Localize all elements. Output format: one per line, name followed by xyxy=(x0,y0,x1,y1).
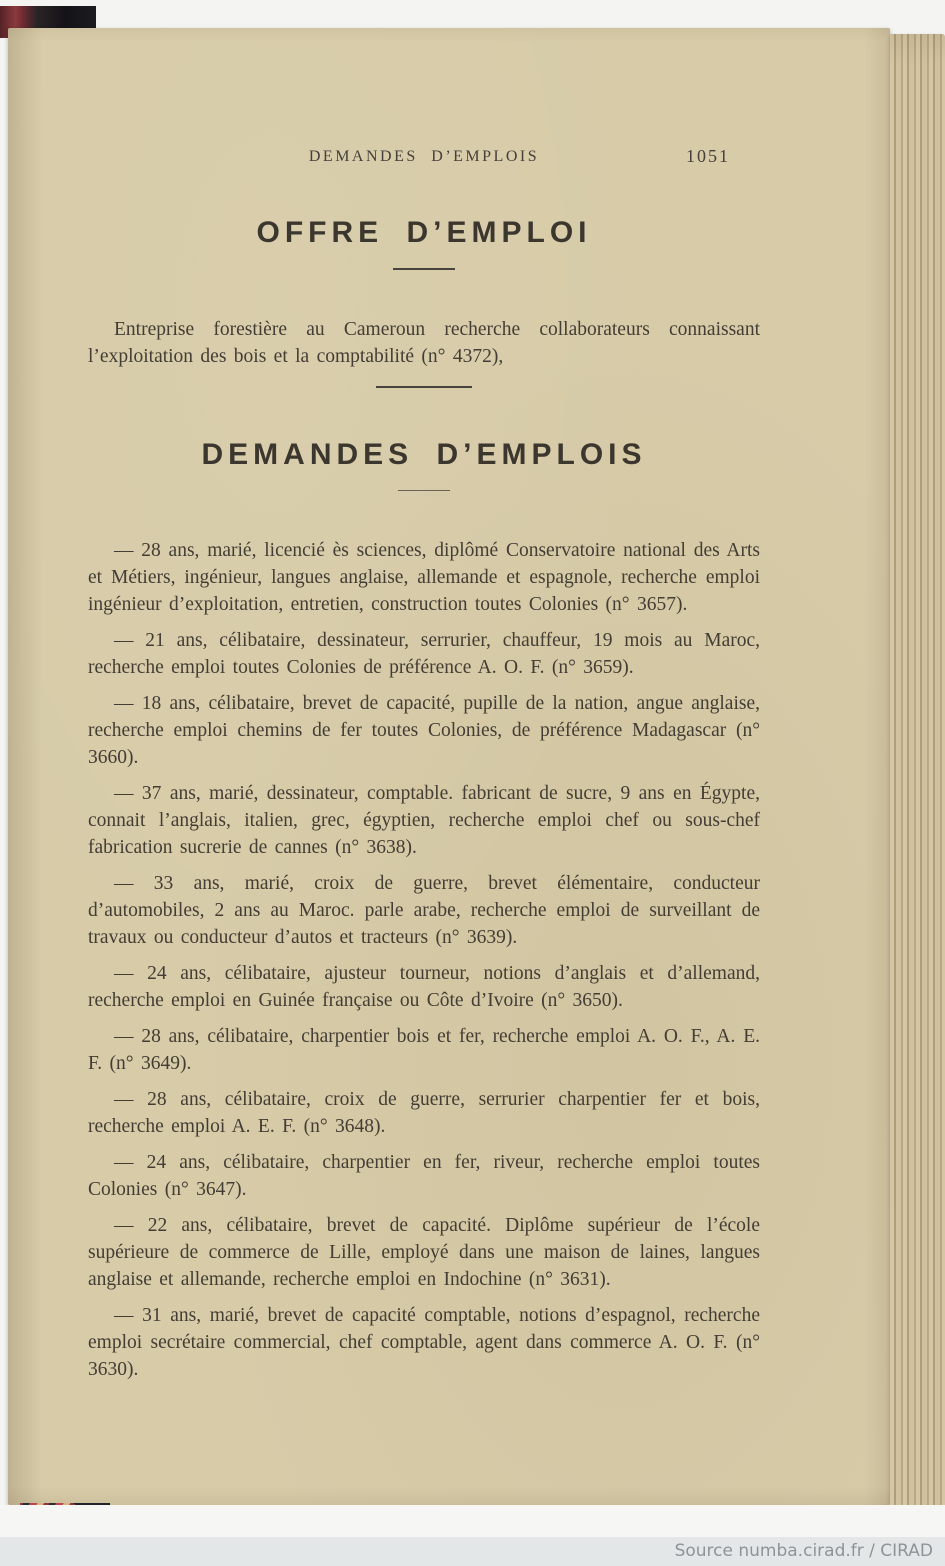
entry-paragraph: — 28 ans, célibataire, croix de guerre, serrurier charpentier fer et bois, recherche emploi A. E. F. (n° 3648). xyxy=(88,1089,760,1137)
entry-paragraph: — 33 ans, marié, croix de guerre, brevet élémentaire, conducteur d’automobiles, 2 ans au Maroc. parle arabe, recherche emploi de surveillant de travaux ou conducteur d’autos et tracteurs (n° 3639). xyxy=(88,873,760,948)
running-header xyxy=(88,28,760,166)
page-content xyxy=(88,28,760,1383)
entry-paragraph: — 24 ans, célibataire, charpentier en fer, riveur, recherche emploi toutes Colonies (n° 3647). xyxy=(88,1152,760,1200)
viewer-footer xyxy=(0,1537,945,1566)
page-number: 1051 xyxy=(686,146,730,166)
viewer-footer-band xyxy=(0,1505,945,1537)
offre-title-rule xyxy=(393,268,455,270)
entry-paragraph: — 24 ans, célibataire, ajusteur tourneur, notions d’anglais et d’allemand, recherche emploi en Guinée française ou Côte d’Ivoire (n° 3650). xyxy=(88,963,760,1011)
demandes-title-rule xyxy=(398,490,450,491)
running-header-title: DEMANDES D’EMPLOIS xyxy=(308,148,540,165)
offre-section-title: OFFRE D’EMPLOI xyxy=(256,216,592,249)
entry-paragraph: — 28 ans, célibataire, charpentier bois et fer, recherche emploi A. O. F., A. E. F. (n° 3649). xyxy=(88,1026,760,1074)
entry-paragraph: — 37 ans, marié, dessinateur, comptable. fabricant de sucre, 9 ans en Égypte, connait l’anglais, italien, grec, égyptien, recherche emploi chef ou sous-chef fabrication sucrerie de cannes (n° 3638). xyxy=(88,783,760,858)
offre-paragraph: Entreprise forestière au Cameroun recherche collaborateurs connaissant l’exploitation des bois et la comptabilité (n° 4372), xyxy=(88,319,760,367)
entry-paragraph: — 31 ans, marié, brevet de capacité comptable, notions d’espagnol, recherche emploi secrétaire commercial, chef comptable, agent dans commerce A. O. F. (n° 3630). xyxy=(88,1305,760,1380)
book-page xyxy=(8,28,890,1505)
demandes-section-title: DEMANDES D’EMPLOIS xyxy=(201,438,647,471)
entry-paragraph: — 18 ans, célibataire, brevet de capacité, pupille de la nation, angue anglaise, recherche emploi chemins de fer toutes Colonies, de préférence Madagascar (n° 3660). xyxy=(88,693,760,768)
book-page-edges xyxy=(890,34,945,1516)
section-separator-rule xyxy=(376,386,472,388)
entry-paragraph: — 22 ans, célibataire, brevet de capacité. Diplôme supérieur de l’école supérieure de commerce de Lille, employé dans une maison de laines, langues anglaise et allemande, recherche emploi en Indochine (n° 3631). xyxy=(88,1215,760,1290)
entry-paragraph: — 28 ans, marié, licencié ès sciences, diplômé Conservatoire national des Arts et Métiers, ingénieur, langues anglaise, allemande et espagnole, recherche emploi ingénieur d’exploitation, entretien, construction toutes Colonies (n° 3657). xyxy=(88,540,760,615)
entry-paragraph: — 21 ans, célibataire, dessinateur, serrurier, chauffeur, 19 mois au Maroc, recherche emploi toutes Colonies de préférence A. O. F. (n° 3659). xyxy=(88,630,760,678)
source-attribution: Source numba.cirad.fr / CIRAD xyxy=(674,1541,933,1561)
demandes-entries xyxy=(88,537,760,1383)
